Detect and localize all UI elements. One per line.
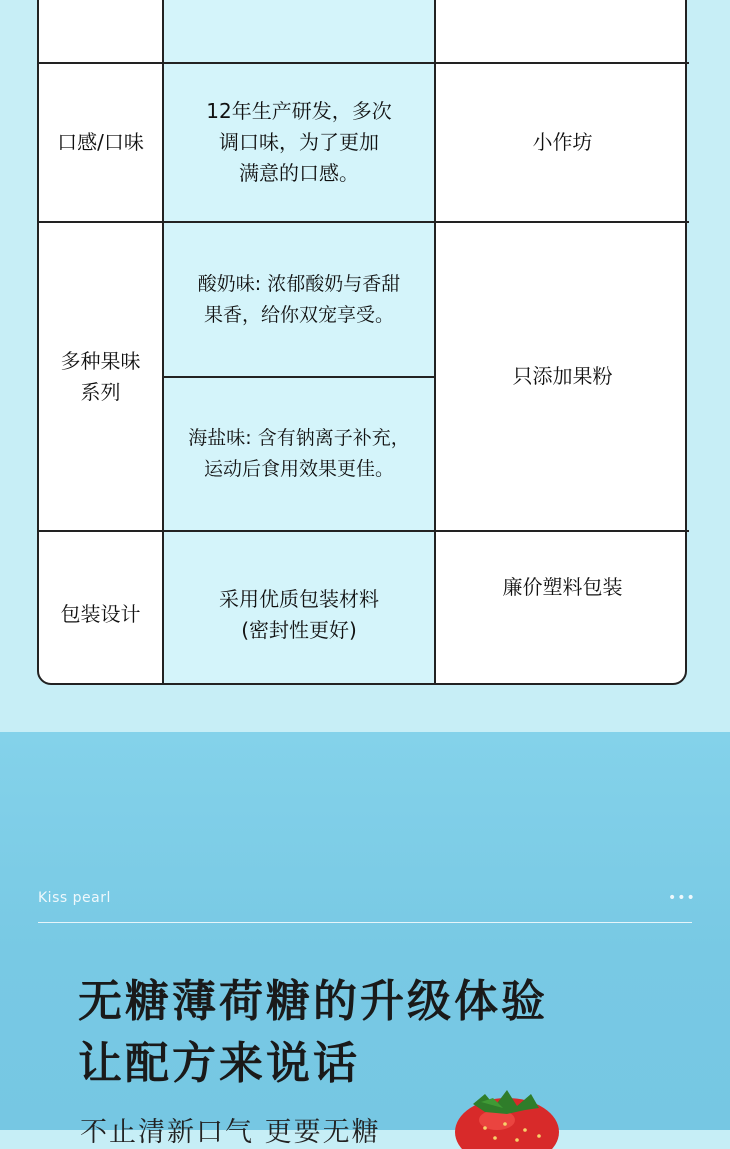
table-row-3-theirs: 廉价塑料包装 [502, 575, 623, 599]
table-row-2-theirs: 只添加果粉 [512, 364, 613, 388]
table-row-0-theirs [436, 0, 689, 62]
strawberry-image [445, 1084, 575, 1144]
table-row-1-ours: 12年生产研发，多次 调口味，为了更加 满意的口感。 [206, 99, 392, 185]
table-row-0-ours [164, 0, 434, 62]
promo-banner [0, 732, 730, 1148]
headline-line-2: 让配方来说话 [78, 1038, 360, 1089]
table-row-2-ours-a: 酸奶味: 浓郁酸奶与香甜 果香，给你双宠享受。 [197, 272, 401, 326]
divider [38, 922, 692, 923]
table-row-1-theirs: 小作坊 [532, 130, 593, 154]
headline-line-1: 无糖薄荷糖的升级体验 [78, 976, 548, 1027]
brand-label: Kiss pearl [38, 890, 111, 906]
comparison-table [37, 0, 687, 685]
table-row-1-category: 口感/口味 [57, 130, 144, 154]
table-row-2-ours-b: 海盐味: 含有钠离子补充， 运动后食用效果更佳。 [188, 427, 410, 480]
table-row-0-category [39, 0, 162, 62]
table-row-3-ours: 采用优质包装材料 (密封性更好) [219, 586, 379, 642]
more-dots-icon[interactable]: ••• [668, 890, 696, 906]
table-row-2-category: 多种果味 系列 [60, 348, 141, 404]
table-row-3-category: 包装设计 [60, 602, 141, 626]
subheadline: 不止清新口气 更要无糖 [80, 1117, 381, 1148]
